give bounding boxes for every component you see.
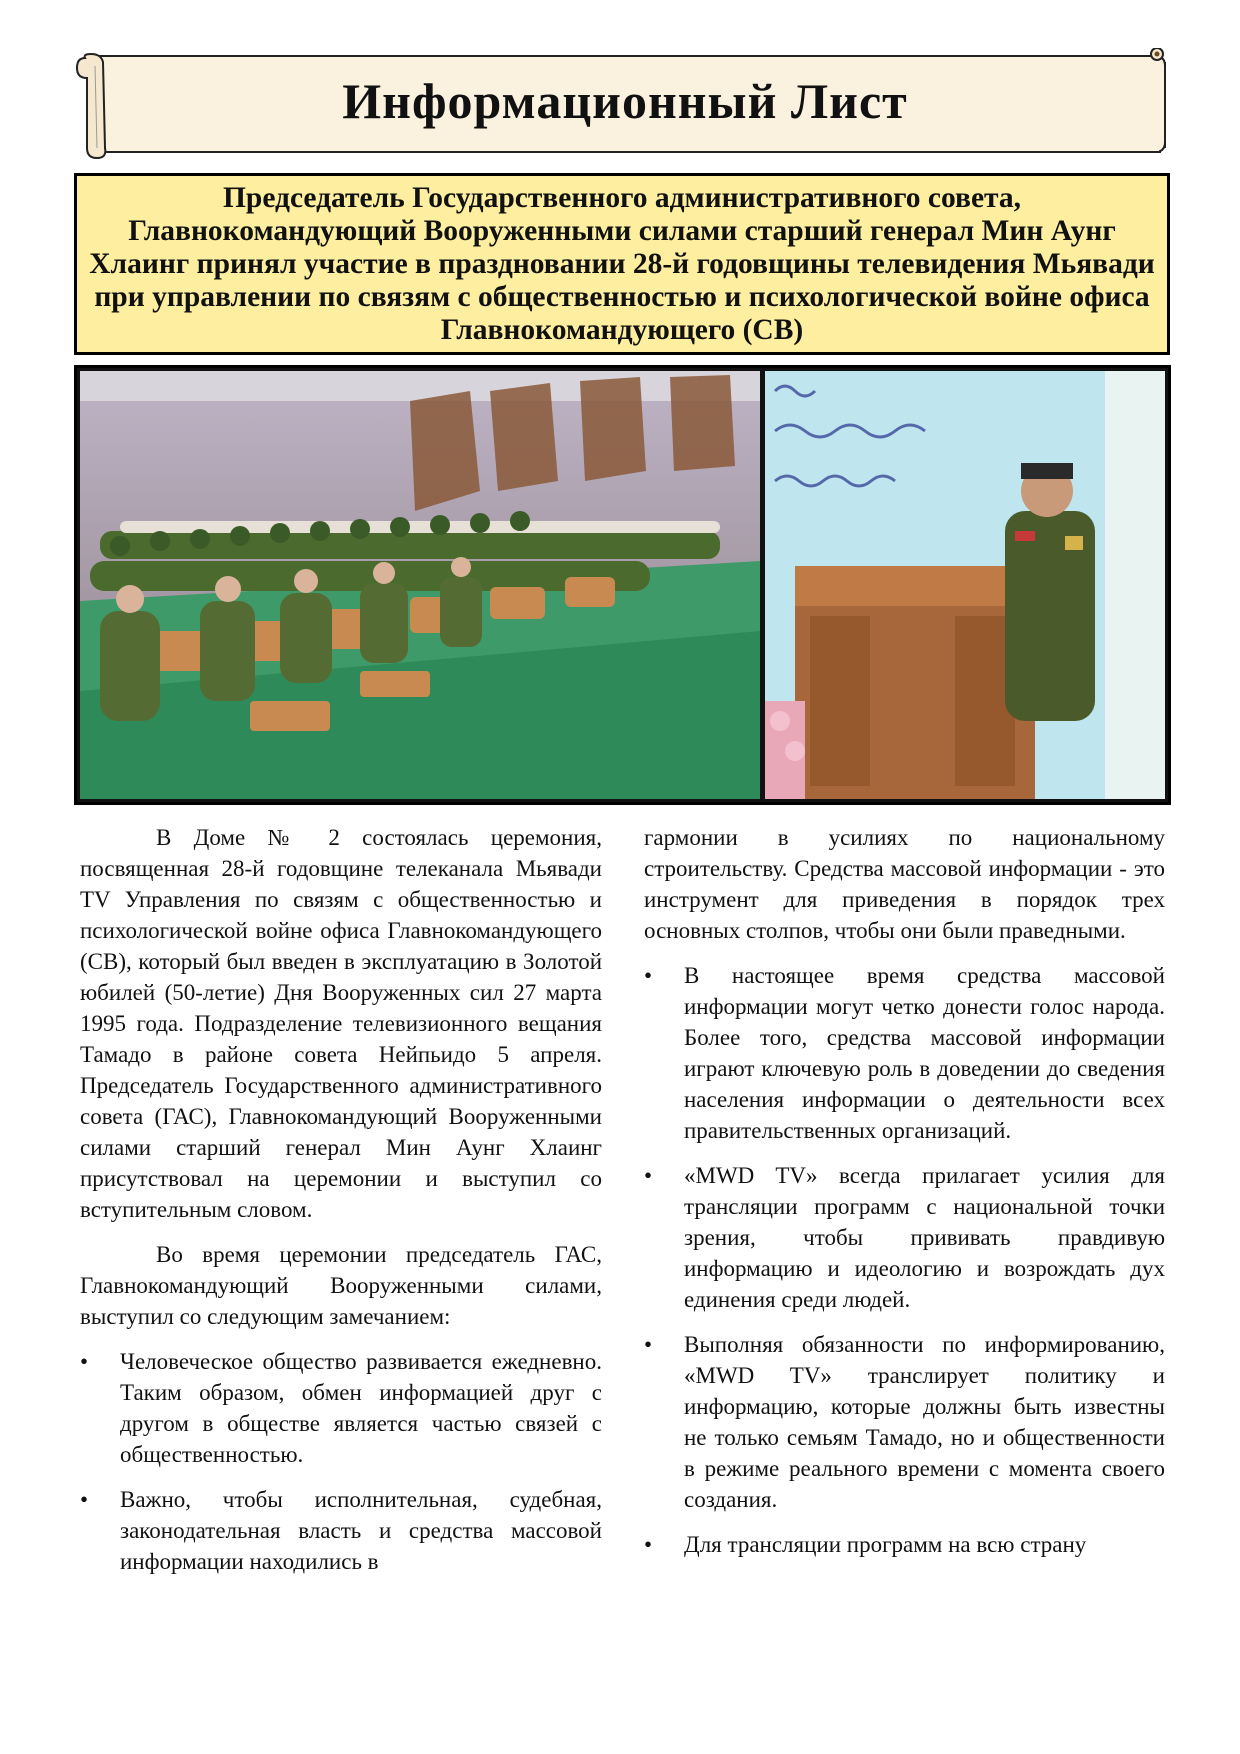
title-banner bbox=[75, 48, 1175, 160]
right-column bbox=[644, 822, 1165, 1574]
photo-frame bbox=[74, 365, 1171, 805]
left-column bbox=[80, 822, 602, 1591]
bullet-item: • Важно, чтобы исполнительная, судебная, законодательная власть и средства массовой информации находились в bbox=[80, 1484, 602, 1577]
headline-text: Председатель Государственного административного совета, Главнокомандующий Вооруженными силами старший генерал Мин Аунг Хлаинг принял участие в праздновании 28-й годовщины телевидения Мьявади при управлении по связям с общественностью и психологической войне офиса Главнокомандующего (СВ) bbox=[89, 181, 1155, 346]
bullet-list bbox=[80, 1346, 602, 1577]
bullet-item: • Для трансляции программ на всю страну bbox=[644, 1529, 1165, 1560]
bullet-item: • В настоящее время средства массовой информации могут четко донести голос народа. Более того, средства массовой информации играют ключевую роль в доведении до сведения населения информации о деятельности всех правительственных организаций. bbox=[644, 960, 1165, 1146]
bullet-item: • «MWD TV» всегда прилагает усилия для трансляции программ с национальной точки зрения, чтобы прививать правдивую информацию и идеологию и возрождать дух единения среди людей. bbox=[644, 1160, 1165, 1315]
bullet-list bbox=[644, 960, 1165, 1560]
bullet-item: • Выполняя обязанности по информированию, «MWD TV» транслирует политику и информацию, которые должны быть известны не только семьям Тамадо, но и общественности в режиме реального времени с момента своего создания. bbox=[644, 1329, 1165, 1515]
headline-box bbox=[74, 173, 1170, 355]
bullet-item: • Человеческое общество развивается ежедневно. Таким образом, обмен информацией друг с другом в обществе является частью связей с общественностью. bbox=[80, 1346, 602, 1470]
page-title: Информационный Лист bbox=[342, 73, 908, 129]
speaker-photo bbox=[765, 371, 1165, 799]
body-paragraph: В Доме № 2 состоялась церемония, посвященная 28-й годовщине телеканала Мьявади TV Управления по связям с общественностью и психологической войне офиса Главнокомандующего (СВ), который был введен в эксплуатацию в Золотой юбилей (50-летие) Дня Вооруженных сил 27 марта 1995 года. Подразделение телевизионного вещания Тамадо в районе совета Нейпьидо 5 апреля. Председатель Государственного административного совета (ГАС), Главнокомандующий Вооруженными силами старший генерал Мин Аунг Хлаинг присутствовал на церемонии и выступил со вступительным словом. bbox=[80, 825, 602, 1222]
body-paragraph: Во время церемонии председатель ГАС, Главнокомандующий Вооруженными силами, выступил со следующим замечанием: bbox=[80, 1242, 602, 1329]
body-paragraph-continuation: гармонии в усилиях по национальному строительству. Средства массовой информации - это инструмент для приведения в порядок трех основных столпов, чтобы они были праведными. bbox=[644, 825, 1165, 943]
audience-photo bbox=[80, 371, 760, 799]
